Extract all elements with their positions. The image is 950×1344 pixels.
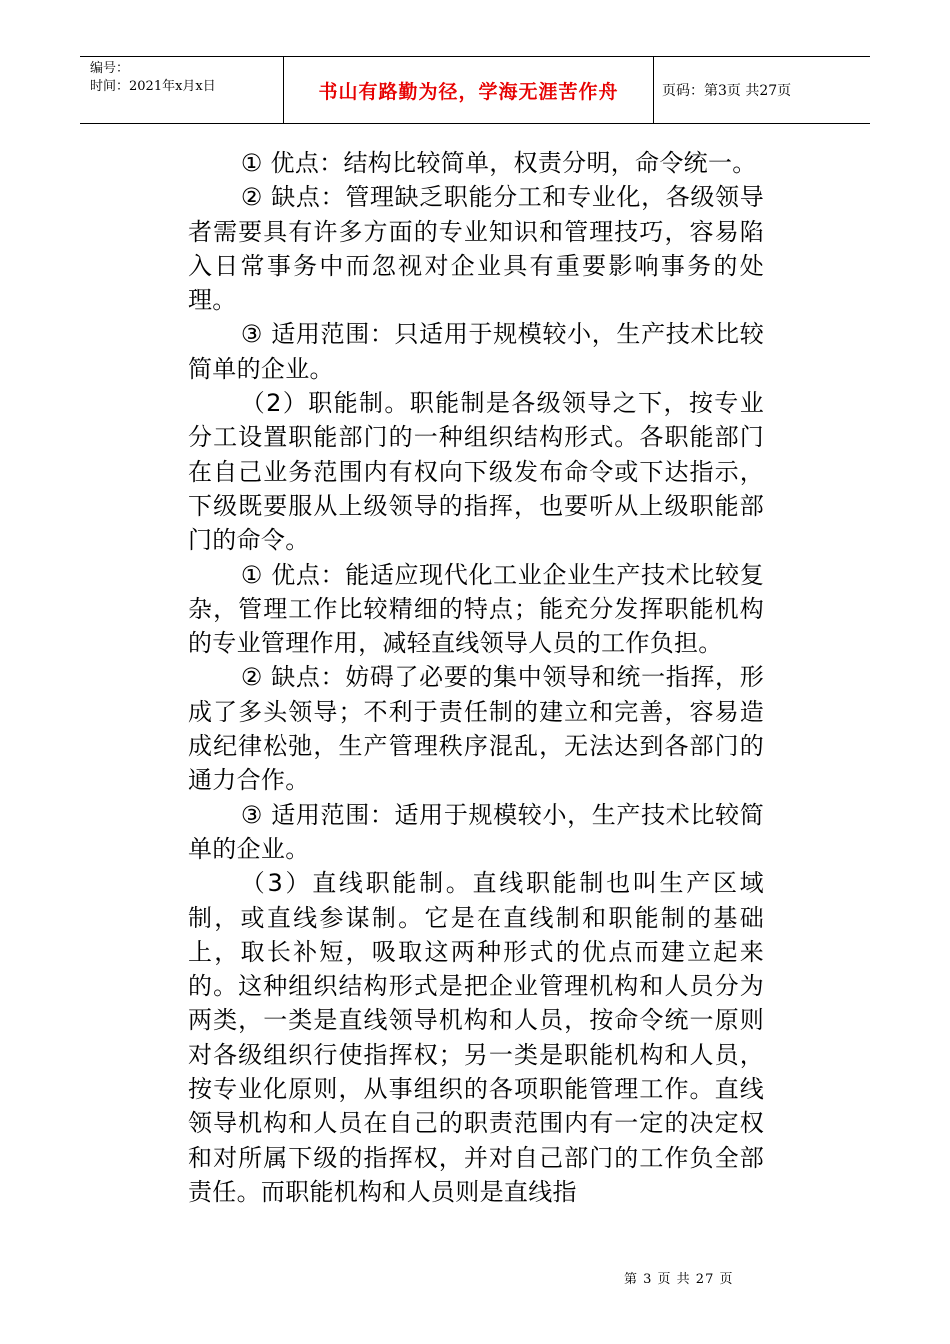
number-label: 编号： (90, 61, 130, 76)
paragraph: ① 优点：能适应现代化工业企业生产技术比较复杂，管理工作比较精细的特点；能充分发挥职能机构的专业管理作用，减轻直线领导人员的工作负担。 (188, 560, 764, 658)
header-meta (80, 57, 284, 123)
header-page-info: 页码：第3页 共27页 (662, 83, 792, 99)
page-footer: 第 3 页 共 27 页 (624, 1272, 734, 1287)
time-label: 时间：2021年x月x日 (90, 79, 216, 94)
paragraph: （2）职能制。职能制是各级领导之下，按专业分工设置职能部门的一种组织结构形式。各职能部门在自己业务范围内有权向下级发布命令或下达指示，下级既要服从上级领导的指挥，也要听从上级职能部门的命令。 (188, 389, 764, 555)
paragraph: ② 缺点：妨碍了必要的集中领导和统一指挥，形成了多头领导；不利于责任制的建立和完善，容易造成纪律松弛，生产管理秩序混乱，无法达到各部门的通力合作。 (188, 663, 764, 795)
document-body (188, 146, 764, 1209)
paragraph: ② 缺点：管理缺乏职能分工和专业化，各级领导者需要具有许多方面的专业知识和管理技巧，容易陷入日常事务中而忽视对企业具有重要影响事务的处理。 (188, 183, 764, 315)
paragraph: ③ 适用范围：只适用于规模较小，生产技术比较简单的企业。 (188, 320, 764, 383)
paragraph: ③ 适用范围：适用于规模较小，生产技术比较简单的企业。 (188, 800, 764, 863)
paragraph: ① 优点：结构比较简单，权责分明，命令统一。 (240, 149, 757, 177)
document-header (80, 56, 870, 124)
header-motto: 书山有路勤为径，学海无涯苦作舟 (284, 57, 654, 123)
paragraph: （3）直线职能制。直线职能制也叫生产区域制，或直线参谋制。它是在直线制和职能制的基础上，取长补短，吸取这两种形式的优点而建立起来的。这种组织结构形式是把企业管理机构和人员分为两类，一类是直线领导机构和人员，按命令统一原则对各级组织行使指挥权；另一类是职能机构和人员，按专业化原则，从事组织的各项职能管理工作。直线领导机构和人员在自己的职责范围内有一定的决定权和对所属下级的指挥权，并对自己部门的工作负全部责任。而职能机构和人员则是直线指 (188, 869, 764, 1206)
